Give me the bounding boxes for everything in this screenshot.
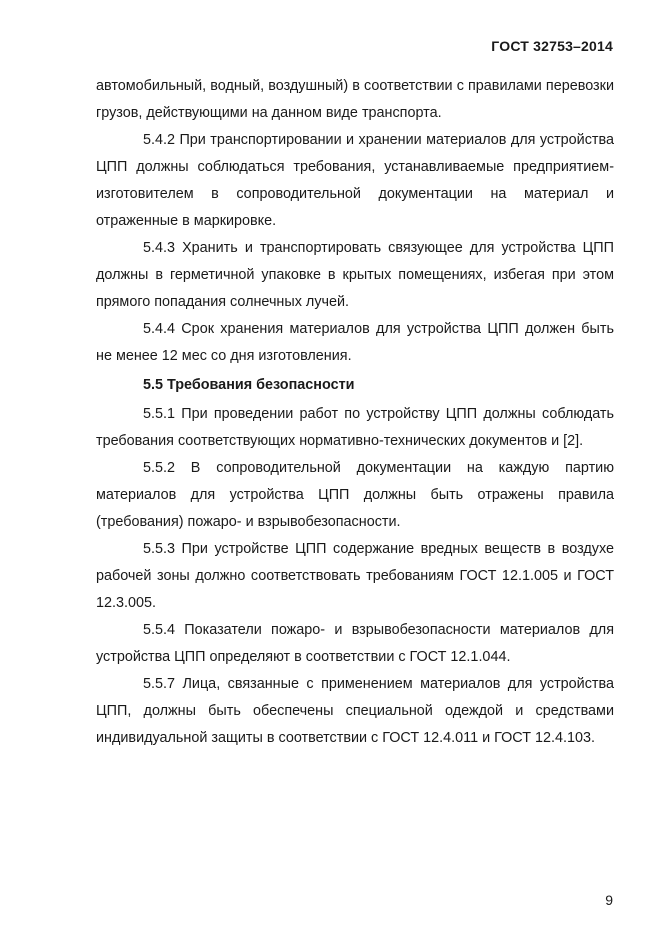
paragraph-5-4-2: 5.4.2 При транспортировании и хранении материалов для устройства ЦПП должны соблюдаться требования, устанавливаемые предприятием-изготовителем в сопроводительной документации на материал и отраженные в маркировке. — [96, 132, 614, 229]
paragraph-5-5-7: 5.5.7 Лица, связанные с применением материалов для устройства ЦПП, должны быть обеспечены специальной одеждой и средствами индивидуальной защиты в соответствии с ГОСТ 12.4.011 и ГОСТ 12.4.103. — [96, 676, 614, 746]
paragraph-5-5-2: 5.5.2 В сопроводительной документации на каждую партию материалов для устройства ЦПП должны быть отражены правила (требования) пожаро- и взрывобезопасности. — [96, 460, 614, 530]
section-heading-5-5: 5.5 Требования безопасности — [143, 377, 355, 393]
paragraph-5-5-4: 5.5.4 Показатели пожаро- и взрывобезопасности материалов для устройства ЦПП определяют в соответствии с ГОСТ 12.1.044. — [96, 622, 614, 665]
page-number: 9 — [605, 892, 613, 908]
paragraph-5-4-4: 5.4.4 Срок хранения материалов для устройства ЦПП должен быть не менее 12 мес со дня изготовления. — [96, 321, 614, 364]
paragraph-continuation: автомобильный, водный, воздушный) в соответствии с правилами перевозки грузов, действующими на данном виде транспорта. — [96, 78, 614, 121]
document-header-standard: ГОСТ 32753–2014 — [491, 38, 613, 54]
paragraph-5-5-1: 5.5.1 При проведении работ по устройству ЦПП должны соблюдать требования соответствующих нормативно-технических документов и [2]. — [96, 406, 614, 449]
document-body — [96, 73, 614, 752]
paragraph-5-4-3: 5.4.3 Хранить и транспортировать связующее для устройства ЦПП должны в герметичной упаковке в крытых помещениях, избегая при этом прямого попадания солнечных лучей. — [96, 240, 614, 310]
paragraph-5-5-3: 5.5.3 При устройстве ЦПП содержание вредных веществ в воздухе рабочей зоны должно соответствовать требованиям ГОСТ 12.1.005 и ГОСТ 12.3.005. — [96, 541, 614, 611]
